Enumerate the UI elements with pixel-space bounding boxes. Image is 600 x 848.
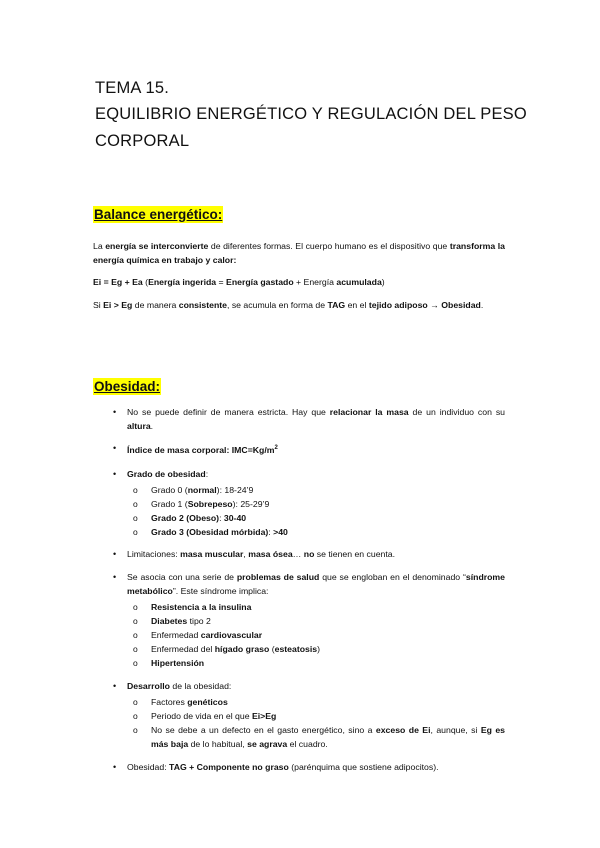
bullet-icon: • bbox=[113, 468, 117, 479]
list-item-text: Desarrollo de la obesidad: bbox=[127, 680, 232, 691]
bullet-icon: • bbox=[113, 571, 117, 582]
obesidad-list-item bbox=[93, 547, 505, 561]
sub-list-item bbox=[127, 723, 505, 751]
list-item-text: Obesidad: TAG + Componente no graso (parénquima que sostiene adipocitos). bbox=[127, 761, 439, 772]
sub-list-item bbox=[127, 497, 505, 511]
circle-bullet-icon: o bbox=[133, 629, 138, 640]
circle-bullet-icon: o bbox=[133, 526, 138, 537]
list-item-text: Grado de obesidad: bbox=[127, 468, 209, 479]
sub-list-item-text: Enfermedad cardiovascular bbox=[151, 629, 263, 640]
obesidad-list-item bbox=[93, 760, 505, 774]
sub-list-item-text: Diabetes tipo 2 bbox=[151, 615, 211, 626]
obesidad-list-item bbox=[93, 441, 505, 457]
sub-list-item-text: Periodo de vida en el que Ei>Eg bbox=[151, 710, 277, 721]
bullet-icon: • bbox=[113, 407, 117, 417]
list-item-text: Índice de masa corporal: $IMC=Kg/m^2$ bbox=[127, 444, 278, 455]
bullet-icon: • bbox=[113, 680, 117, 691]
balance-paragraph-1: La energía se interconvierte de diferentes formas. El cuerpo humano es el dispositivo que transforma la energía química en trabajo y calor: bbox=[93, 241, 506, 265]
bullet-icon: • bbox=[113, 548, 117, 559]
sub-list-item-text: No se debe a un defecto en el gasto energético, sino a exceso de Ei, aunque, si Eg es más baja de lo habitual, se agrava el cuadro. bbox=[151, 724, 505, 749]
title-line-1: TEMA 15. bbox=[95, 79, 170, 97]
circle-bullet-icon: o bbox=[133, 657, 138, 668]
balance-equation: Ei = Eg + Ea (Energía ingerida = Energía gastado + Energía acumulada) bbox=[93, 277, 385, 287]
circle-bullet-icon: o bbox=[133, 512, 138, 523]
circle-bullet-icon: o bbox=[133, 710, 138, 721]
obesidad-list-item bbox=[93, 467, 505, 539]
title-line-2: EQUILIBRIO ENERGÉTICO Y REGULACIÓN DEL PESO bbox=[95, 105, 527, 123]
list-item-text: Se asocia con una serie de problemas de salud que se engloban en el denominado “síndrome metabólico”. Este síndrome implica: bbox=[127, 571, 505, 596]
circle-bullet-icon: o bbox=[133, 498, 138, 509]
list-item-text: Limitaciones: masa muscular, masa ósea… no se tienen en cuenta. bbox=[127, 548, 396, 559]
obesidad-list-item bbox=[93, 679, 505, 751]
sub-list bbox=[127, 695, 505, 751]
obesidad-list-item bbox=[93, 405, 505, 433]
sub-list-item bbox=[127, 656, 505, 670]
sub-list-item bbox=[127, 709, 505, 723]
circle-bullet-icon: o bbox=[133, 696, 138, 707]
sub-list-item bbox=[127, 614, 505, 628]
sub-list-item bbox=[127, 695, 505, 709]
bullet-icon: • bbox=[113, 443, 117, 453]
sub-list-item bbox=[127, 600, 505, 614]
bullet-icon: • bbox=[113, 761, 117, 772]
sub-list-item-text: Grado 1 (Sobrepeso): 25-29’9 bbox=[151, 498, 270, 509]
sub-list-item-text: Grado 3 (Obesidad mórbida): >40 bbox=[151, 526, 288, 537]
obesidad-list-item bbox=[93, 570, 505, 670]
sub-list-item bbox=[127, 642, 505, 656]
sub-list-item bbox=[127, 628, 505, 642]
sub-list bbox=[127, 600, 505, 670]
sub-list-item-text: Enfermedad del hígado graso (esteatosis) bbox=[151, 643, 321, 654]
section-heading-balance: Balance energético: bbox=[94, 207, 223, 222]
obesidad-list bbox=[93, 405, 505, 774]
title-line-3: CORPORAL bbox=[95, 132, 190, 150]
sub-list-item-text: Resistencia a la insulina bbox=[151, 601, 252, 612]
sub-list-item bbox=[127, 511, 505, 525]
circle-bullet-icon: o bbox=[133, 484, 138, 495]
circle-bullet-icon: o bbox=[133, 643, 138, 654]
sub-list-item bbox=[127, 525, 505, 539]
sub-list-item-text: Hipertensión bbox=[151, 657, 205, 668]
balance-paragraph-3: Si Ei > Eg de manera consistente, se acumula en forma de TAG en el tejido adiposo → Obesidad. bbox=[93, 300, 484, 310]
sub-list bbox=[127, 483, 505, 539]
circle-bullet-icon: o bbox=[133, 615, 138, 626]
sub-list-item-text: Grado 2 (Obeso): 30-40 bbox=[151, 512, 247, 523]
sub-list-item-text: Grado 0 (normal): 18-24’9 bbox=[151, 484, 254, 495]
list-item-text: No se puede definir de manera estricta. Hay que relacionar la masa de un individuo con su altura. bbox=[127, 407, 505, 431]
circle-bullet-icon: o bbox=[133, 724, 138, 735]
sub-list-item-text: Factores genéticos bbox=[151, 696, 228, 707]
section-heading-obesidad: Obesidad: bbox=[94, 379, 161, 394]
sub-list-item bbox=[127, 483, 505, 497]
circle-bullet-icon: o bbox=[133, 601, 138, 612]
